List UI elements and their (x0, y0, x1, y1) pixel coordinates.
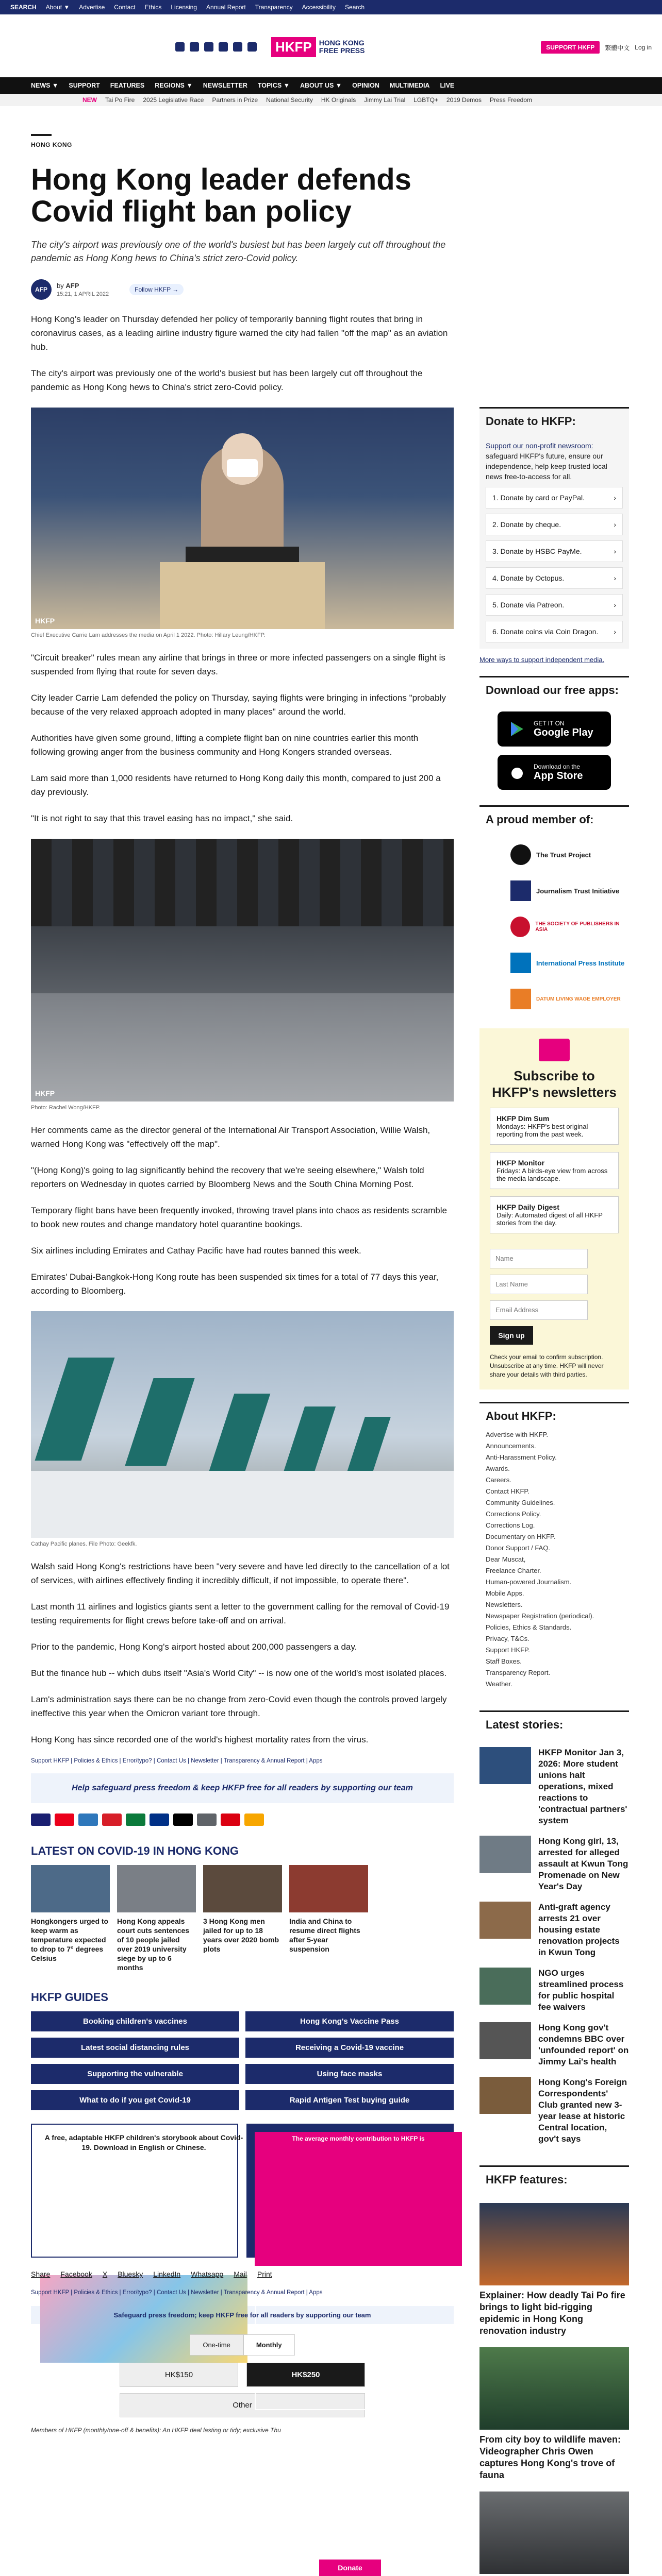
latest-heading: Latest stories: (479, 1710, 629, 1738)
latest-story[interactable] (479, 1902, 629, 1958)
social-icons (175, 42, 257, 52)
paragraph: Authorities have given some ground, lifting a complete flight ban on nine countries earlier this month following growing anger from the business community and Hong Kongers stranded overseas. (31, 733, 419, 757)
unionpay-icon (102, 1814, 122, 1826)
visa-icon (31, 1814, 51, 1826)
amount-option-selected[interactable]: HK$250 (246, 2363, 365, 2387)
one-time-option[interactable]: One-time (190, 2334, 243, 2355)
donate-promo-button[interactable]: Donate (319, 2560, 381, 2576)
paragraph: "It is not right to say that this travel easing has no impact," she said. (31, 814, 293, 823)
about-link[interactable]: Staff Boxes. (486, 1657, 522, 1665)
article-footer-links-2[interactable]: Support HKFP | Policies & Ethics | Error/typo? | Contact Us | Newsletter | Transparency & Annual Report | Apps (31, 2290, 323, 2296)
app-store-label: App Store (534, 770, 583, 782)
feature-image (479, 2203, 629, 2285)
member-name: Journalism Trust Initiative (536, 887, 620, 895)
apple-icon (509, 764, 525, 781)
nav-features[interactable]: FEATURES (110, 82, 145, 89)
nav-regions[interactable]: REGIONS ▼ (155, 82, 193, 89)
utility-link-accessibility[interactable]: Accessibility (302, 4, 336, 11)
story-thumb (203, 1865, 282, 1912)
newsletter-note: Check your email to confirm subscription. Unsubscribe at any time. HKFP will never share your details with third parties. (490, 1353, 604, 1378)
about-link[interactable]: Announcements. (486, 1442, 536, 1450)
member-name: International Press Institute (536, 959, 625, 967)
ticker-new-label: NEW (82, 96, 97, 104)
newsletter-title: HKFP Monitor (496, 1159, 545, 1167)
instagram-icon[interactable] (204, 42, 213, 52)
donate-methods (486, 487, 623, 642)
donate-promo-amount: HK$200 (255, 2276, 462, 2410)
share-label: Share (31, 2270, 51, 2278)
storybook-text: A free, adaptable HKFP children's storybook about Covid-19. Download in English or Chinese. (44, 2133, 243, 2151)
feature-story[interactable] (479, 2492, 629, 2576)
hkfp-watermark: HKFP (35, 617, 55, 625)
podium (160, 562, 325, 629)
story-title[interactable]: Anti-graft agency arrests 21 over housing estate renovation projects in Kwun Tong (538, 1902, 620, 1957)
utility-link-ethics[interactable]: Ethics (144, 4, 162, 11)
about-link[interactable]: Newsletters. (486, 1601, 523, 1608)
utility-link-contact[interactable]: Contact (114, 4, 136, 11)
mastercard-icon (55, 1814, 74, 1826)
photo-airport-hall (31, 839, 454, 1111)
article-footer-links[interactable]: Support HKFP | Policies & Ethics | Error/typo? | Contact Us | Newsletter | Transparency & Annual Report | Apps (31, 1758, 323, 1764)
donate-more-link[interactable]: More ways to support independent media. (479, 656, 605, 664)
guides-heading: HKFP GUIDES (31, 1991, 108, 2004)
google-play-icon (509, 721, 525, 737)
share-whatsapp[interactable]: Whatsapp (191, 2270, 224, 2278)
photo-caption: Photo: Rachel Wong/HKFP. (31, 1105, 101, 1111)
chevron-right-icon: › (614, 628, 616, 636)
story-title[interactable]: HKFP Monitor Jan 3, 2026: More student unions halt operations, mixed reactions to 'contractual partners' system (538, 1748, 627, 1825)
donate-method[interactable] (486, 621, 623, 642)
paragraph: "(Hong Kong)'s going to lag significantly behind the recovery that we're seeing elsewhere," Walsh told reporters on Wednesday in quotes carried by Bloomberg News and the South China Morning Post. (31, 1165, 424, 1189)
covid-story[interactable] (31, 1865, 110, 1972)
feature-story[interactable] (479, 2203, 629, 2337)
ticker-item[interactable]: 2019 Demos (446, 96, 482, 104)
story-title[interactable]: Hong Kong appeals court cuts sentences of 10 people jailed over 2019 university siege by up to 6 months (117, 1917, 190, 1972)
google-play-button[interactable] (498, 711, 611, 747)
byline-author[interactable]: AFP (65, 282, 79, 290)
app-store-small: Download on the (534, 762, 581, 770)
rss-icon[interactable] (247, 42, 257, 52)
features-heading: HKFP features: (479, 2165, 629, 2193)
guide-button[interactable]: What to do if you get Covid-19 (31, 2090, 239, 2110)
latest-story[interactable] (479, 1836, 629, 1892)
ticker-item[interactable]: Press Freedom (489, 96, 532, 104)
about-link[interactable]: Donor Support / FAQ. (486, 1544, 551, 1552)
octopus-icon (244, 1814, 264, 1826)
newsletter-option[interactable] (490, 1152, 619, 1189)
about-link[interactable]: Privacy, T&Cs. (486, 1635, 529, 1642)
paragraph: Six airlines including Emirates and Cathay Pacific have had routes banned this week. (31, 1246, 361, 1256)
donate-method[interactable] (486, 487, 623, 509)
about-link[interactable]: Corrections Policy. (486, 1510, 541, 1518)
applepay-icon (173, 1814, 193, 1826)
about-list (479, 1429, 629, 1690)
covid-section-heading: LATEST ON COVID-19 IN HONG KONG (31, 1844, 239, 1857)
story-title[interactable]: India and China to resume direct flights after 5-year suspension (289, 1917, 360, 1953)
about-link[interactable]: Corrections Log. (486, 1521, 535, 1529)
member-heading: A proud member of: (479, 805, 629, 833)
about-link[interactable]: Documentary on HKFP. (486, 1533, 556, 1540)
datum-icon (510, 989, 531, 1009)
newsletter-desc: Mondays: HKFP's best original reporting from the past week. (496, 1123, 588, 1138)
nav-newsletter[interactable]: NEWSLETTER (203, 82, 247, 89)
plane-tail (346, 1417, 391, 1473)
cta-bar[interactable]: Safeguard press freedom; keep HKFP free for all readers by supporting our team (31, 2306, 454, 2324)
help-box (31, 1773, 454, 1803)
cathay-planes-image (31, 1311, 454, 1538)
about-link[interactable]: Newspaper Registration (periodical). (486, 1612, 594, 1620)
paragraph: Her comments came as the director general of the International Air Transport Association, Willie Walsh, warned Hong Kong was "effectively off the map". (31, 1125, 431, 1149)
plane-tail (125, 1378, 194, 1466)
donate-heading: Donate to HKFP: (479, 407, 629, 434)
ticker-item[interactable]: Jimmy Lai Trial (364, 96, 406, 104)
donate-box (479, 434, 629, 649)
guide-button[interactable]: Receiving a Covid-19 vaccine (245, 2038, 454, 2058)
apps-heading: Download our free apps: (479, 676, 629, 703)
nav-live[interactable]: LIVE (440, 82, 455, 89)
newsletter-title: HKFP Dim Sum (496, 1114, 550, 1123)
donate-method[interactable] (486, 594, 623, 616)
donate-method[interactable] (486, 540, 623, 562)
google-play-small: GET IT ON (534, 719, 565, 727)
first-name-input[interactable]: Name (490, 1249, 588, 1268)
amex-icon (78, 1814, 98, 1826)
covid-story[interactable] (289, 1865, 368, 1972)
about-link[interactable]: Dear Muscat, (486, 1555, 526, 1563)
envelope-icon (539, 1039, 570, 1061)
share-bluesky[interactable]: Bluesky (118, 2270, 143, 2278)
speaker-mask (227, 459, 258, 477)
story-thumb (479, 2077, 531, 2114)
top-utility-bar (0, 0, 662, 14)
story-thumb (289, 1865, 368, 1912)
ticker-item[interactable]: HK Originals (321, 96, 356, 104)
newsletter-desc: Daily: Automated digest of all HKFP stories from the day. (496, 1211, 603, 1227)
story-title[interactable]: Hong Kong's Foreign Correspondents' Club granted new 3-year lease at historic Central location, gov't says (538, 2077, 627, 2144)
paragraph: City leader Carrie Lam defended the policy on Thursday, saying flights were bringing in infections "probably because of the very relaxed approach adopted in many places" around the world. (31, 693, 446, 717)
about-link[interactable]: Contact HKFP. (486, 1487, 530, 1495)
member-name: The Trust Project (536, 851, 591, 859)
article-title: Hong Kong leader defends Covid flight ban policy (31, 163, 411, 228)
ticker-item[interactable]: LGBTQ+ (413, 96, 438, 104)
about-link[interactable]: Awards. (486, 1465, 510, 1472)
nav-news[interactable]: NEWS ▼ (31, 82, 59, 89)
signup-button[interactable]: Sign up (490, 1326, 533, 1345)
paragraph: The city's airport was previously one of the world's busiest but has been largely cut off throughout the pandemic as Hong Kong hews to China's strict zero-Covid policy. (31, 368, 423, 392)
share-print[interactable]: Print (257, 2270, 272, 2278)
paragraph: Emirates' Dubai-Bangkok-Hong Kong route has been suspended six times for a total of 77 days this year, according to Bloomberg. (31, 1272, 439, 1296)
donate-method-label: 2. Donate by cheque. (492, 520, 561, 529)
hall-floor (31, 993, 454, 1101)
logo-line-2: FREE PRESS (319, 46, 365, 55)
about-heading: About HKFP: (479, 1402, 629, 1429)
donate-method[interactable] (486, 514, 623, 535)
ticker-item[interactable]: Partners in Prize (212, 96, 258, 104)
nav-about[interactable]: ABOUT US ▼ (300, 82, 342, 89)
jti-icon (510, 880, 531, 901)
story-thumb (479, 1747, 531, 1784)
donate-method[interactable] (486, 567, 623, 589)
feature-image (479, 2492, 629, 2574)
about-link[interactable]: Human-powered Journalism. (486, 1578, 572, 1586)
storybook-promo[interactable] (31, 2124, 243, 2258)
member-sopa[interactable] (479, 913, 629, 941)
about-link[interactable]: Weather. (486, 1680, 512, 1688)
article-body (31, 312, 454, 1747)
donate-promo-top: The average monthly contribution to HKFP is (255, 2132, 462, 2266)
utility-link-advertise[interactable]: Advertise (79, 4, 105, 11)
guides-grid (31, 2011, 454, 2110)
guide-button[interactable]: Using face masks (245, 2064, 454, 2084)
amount-option[interactable]: HK$150 (120, 2363, 238, 2387)
author-avatar[interactable]: AFP (31, 279, 52, 300)
byline-date: 15:21, 1 APRIL 2022 (57, 291, 109, 297)
photo-caption: Cathay Pacific planes. File Photo: Geekfk. (31, 1541, 137, 1547)
about-link[interactable]: Careers. (486, 1476, 511, 1484)
donate-intro (486, 440, 623, 482)
ticker-item[interactable]: National Security (266, 96, 313, 104)
photo-carrie-lam (31, 408, 454, 638)
story-title[interactable]: NGO urges streamlined process for public hospital fee waivers (538, 1968, 624, 2012)
hall-ceiling (31, 839, 454, 926)
story-title[interactable]: Hong Kong gov't condemns BBC over 'unfounded report' on Jimmy Lai's health (538, 2023, 629, 2066)
nav-multimedia[interactable]: MULTIMEDIA (389, 82, 430, 89)
last-name-input[interactable]: Last Name (490, 1275, 588, 1294)
byline-by: by (57, 282, 64, 290)
feature-title[interactable]: Explainer: How deadly Tai Po fire brings to light bid-rigging epidemic in Hong Kong renovation industry (479, 2290, 625, 2336)
jcb-icon (126, 1814, 145, 1826)
chevron-right-icon: › (614, 547, 616, 555)
utility-link-about[interactable]: About ▼ (45, 4, 70, 11)
chevron-right-icon: › (614, 601, 616, 609)
newsletter-desc: Fridays: A birds-eye view from across the media landscape. (496, 1167, 608, 1182)
chevron-right-icon: › (614, 494, 616, 502)
covid-story[interactable] (203, 1865, 282, 1972)
covid-stories (31, 1865, 454, 1972)
latest-story[interactable] (479, 2022, 629, 2067)
nav-opinion[interactable]: OPINION (352, 82, 379, 89)
utility-link-transparency[interactable]: Transparency (255, 4, 293, 11)
paragraph: Prior to the pandemic, Hong Kong's airport hosted about 200,000 passengers a day. (31, 1642, 357, 1652)
nav-topics[interactable]: TOPICS ▼ (257, 82, 290, 89)
chevron-right-icon: › (614, 574, 616, 582)
google-play-label: Google Play (534, 726, 593, 738)
support-hkfp-button[interactable]: SUPPORT HKFP (541, 41, 600, 54)
search-link[interactable]: SEARCH (10, 4, 37, 11)
story-thumb (117, 1865, 196, 1912)
ticker-item[interactable]: Tai Po Fire (105, 96, 135, 104)
about-link[interactable]: Advertise with HKFP. (486, 1431, 549, 1438)
donate-promo-text: Donate an hour of salary each month, & keep Hong Kong's only independent English-language news outlet alive. (263, 2419, 453, 2436)
tarmac (31, 1471, 454, 1538)
paragraph: "Circuit breaker" rules mean any airline that brings in three or more infected passengers on a single flight is suspended from flying that route for seven days. (31, 653, 445, 676)
logo-line-1: HONG KONG (319, 39, 365, 47)
sopa-icon (510, 917, 530, 937)
story-thumb (479, 1968, 531, 2005)
share-facebook[interactable]: Facebook (60, 2270, 92, 2278)
member-name: DATUM LIVING WAGE EMPLOYER (536, 996, 621, 1002)
paypal-icon (150, 1814, 169, 1826)
help-text[interactable]: Help safeguard press freedom & keep HKFP free for all readers by supporting our team (72, 1784, 413, 1792)
paragraph: But the finance hub -- which dubs itself "Asia's World City" -- is now one of the world's most isolated places. (31, 1668, 447, 1678)
carrie-lam-image (31, 408, 454, 629)
utility-link-search[interactable]: Search (345, 4, 365, 11)
paragraph: Walsh said Hong Kong's restrictions have been "very severe and have led directly to the cancellation of a lot of services, with airlines effectively finding it incredibly difficult, if not impossible, to operate there". (31, 1562, 450, 1585)
guide-button[interactable]: Hong Kong's Vaccine Pass (245, 2011, 454, 2031)
newsletter-option[interactable] (490, 1196, 619, 1233)
paragraph: Hong Kong has since recorded one of the world's highest mortality rates from the virus. (31, 1735, 369, 1744)
story-thumb (479, 1902, 531, 1939)
story-title[interactable]: Hong Kong girl, 13, arrested for alleged assault at Kwun Tong Promenade on New Year's Day (538, 1836, 628, 1891)
plane-tail (209, 1394, 271, 1471)
facebook-icon[interactable] (175, 42, 185, 52)
member-name: THE SOCIETY OF PUBLISHERS IN ASIA (535, 921, 620, 933)
about-link[interactable]: Community Guidelines. (486, 1499, 555, 1506)
logo-mark: HKFP (271, 37, 316, 57)
about-link[interactable]: Freelance Charter. (486, 1567, 541, 1574)
newsletter-box (479, 1028, 629, 1389)
photo-caption: Chief Executive Carrie Lam addresses the media on April 1 2022. Photo: Hillary Leung/HKFP. (31, 632, 266, 638)
follow-hkfp-pill[interactable]: Follow HKFP → (129, 284, 184, 295)
donate-method-label: 6. Donate coins via Coin Dragon. (492, 628, 599, 636)
newsletter-option[interactable] (490, 1108, 619, 1145)
paragraph: Last month 11 airlines and logistics giants sent a letter to the government calling for the removal of Covid-19 testing requirements for flight crews before take-off and on arrival. (31, 1602, 450, 1625)
plane-tail (283, 1406, 336, 1473)
nav-support[interactable]: SUPPORT (69, 82, 100, 89)
about-link[interactable]: Transparency Report. (486, 1669, 551, 1676)
email-input[interactable]: Email Address (490, 1300, 588, 1320)
paragraph: Hong Kong's leader on Thursday defended her policy of temporarily banning flight routes that bring in coronavirus cases, as a leading airline industry figure warned the city had fallen "off the map" as an aviation hub. (31, 314, 448, 352)
x-icon[interactable] (190, 42, 199, 52)
top-right-actions (541, 41, 652, 54)
member-datum[interactable] (479, 985, 629, 1013)
story-thumb (479, 1836, 531, 1873)
donate-intro-link[interactable]: Support our non-profit newsroom: (486, 442, 593, 450)
linkedin-icon[interactable] (233, 42, 242, 52)
paragraph: Temporary flight bans have been frequently invoked, throwing travel plans into chaos as residents scramble to book new routes and change mandatory hotel quarantine bookings. (31, 1206, 447, 1229)
plane-tail (35, 1358, 115, 1461)
chevron-right-icon: › (614, 520, 616, 529)
ipi-icon (510, 953, 531, 973)
share-x[interactable]: X (102, 2270, 108, 2278)
utility-link-annual-report[interactable]: Annual Report (206, 4, 246, 11)
hkfp-watermark: HKFP (35, 1089, 55, 1097)
paragraph: Lam said more than 1,000 residents have returned to Hong Kong daily this month, compared to just 200 a day previously. (31, 773, 441, 797)
about-link[interactable]: Support HKFP. (486, 1646, 530, 1654)
trust-project-icon (510, 844, 531, 865)
donate-method-label: 4. Donate by Octopus. (492, 574, 565, 582)
share-mail[interactable]: Mail (234, 2270, 247, 2278)
utility-link-licensing[interactable]: Licensing (171, 4, 197, 11)
article-standfirst: The city's airport was previously one of the world's busiest but has been largely cut off throughout the pandemic as Hong Kong hews to China's strict zero-Covid policy. (31, 240, 446, 263)
about-link[interactable]: Mobile Apps. (486, 1589, 524, 1597)
login-link[interactable]: Log in (635, 44, 652, 51)
newsletter-title: HKFP Daily Digest (496, 1203, 559, 1211)
members-note: Members of HKFP (monthly/one-off & benefits): An HKFP deal lasting or tidy; exclusive Thu (31, 2427, 281, 2434)
monthly-option[interactable]: Monthly (243, 2334, 295, 2355)
feature-story[interactable] (479, 2347, 629, 2481)
language-switch[interactable]: 繁體中文 (605, 44, 630, 52)
member-trust-project[interactable] (479, 841, 629, 869)
latest-story[interactable] (479, 1968, 629, 2013)
ticker-item[interactable]: 2025 Legislative Race (143, 96, 204, 104)
guide-button[interactable]: Rapid Antigen Test buying guide (245, 2090, 454, 2110)
logo-wordmark (319, 39, 365, 55)
topic-ticker (0, 94, 662, 106)
guide-button[interactable]: Latest social distancing rules (31, 2038, 239, 2058)
story-title[interactable]: Hongkongers urged to keep warm as temperature expected to drop to 7° degrees Celsius (31, 1917, 109, 1962)
byline (31, 279, 454, 300)
guide-button[interactable]: Booking children's vaccines (31, 2011, 239, 2031)
member-jti[interactable] (479, 877, 629, 905)
article (31, 134, 454, 2572)
feature-title[interactable]: From city boy to wildlife maven: Videographer Chris Owen captures Hong Kong's trove of fauna (479, 2434, 621, 2480)
covid-story[interactable] (117, 1865, 196, 1972)
about-link[interactable]: Anti-Harassment Policy. (486, 1453, 557, 1461)
main-navigation (0, 77, 662, 94)
payme-icon (221, 1814, 240, 1826)
share-linkedin[interactable]: LinkedIn (153, 2270, 181, 2278)
googlepay-icon (197, 1814, 217, 1826)
byline-text (57, 282, 109, 297)
story-thumb (31, 1865, 110, 1912)
story-thumb (479, 2022, 531, 2059)
youtube-icon[interactable] (219, 42, 228, 52)
site-logo[interactable] (268, 31, 384, 63)
about-link[interactable]: Policies, Ethics & Standards. (486, 1623, 572, 1631)
latest-story[interactable] (479, 1747, 629, 1826)
photo-cathay-planes (31, 1311, 454, 1547)
donate-method-label: 3. Donate by HSBC PayMe. (492, 547, 582, 555)
latest-story[interactable] (479, 2077, 629, 2145)
payment-icons (31, 1814, 454, 1826)
member-ipi[interactable] (479, 949, 629, 977)
donate-method-label: 5. Donate via Patreon. (492, 601, 565, 609)
newsletter-heading: Subscribe to HKFP's newsletters (492, 1068, 617, 1100)
story-title[interactable]: 3 Hong Kong men jailed for up to 18 years over 2020 bomb plots (203, 1917, 279, 1953)
app-store-button[interactable] (498, 755, 611, 790)
article-category[interactable]: HONG KONG (31, 134, 52, 148)
sidebar (479, 407, 629, 2576)
donate-intro-text: safeguard HKFP's future, ensure our independence, help keep trusted local news free-to-access for all. (486, 452, 607, 481)
airport-hall-image (31, 839, 454, 1101)
amount-other[interactable]: Other (120, 2393, 365, 2417)
paragraph: Lam's administration says there can be no change from zero-Covid even though the controls proved largely ineffective this year when the Omicron variant tore through. (31, 1694, 447, 1718)
guide-button[interactable]: Supporting the vulnerable (31, 2064, 239, 2084)
donate-method-label: 1. Donate by card or PayPal. (492, 494, 585, 502)
feature-image (479, 2347, 629, 2430)
